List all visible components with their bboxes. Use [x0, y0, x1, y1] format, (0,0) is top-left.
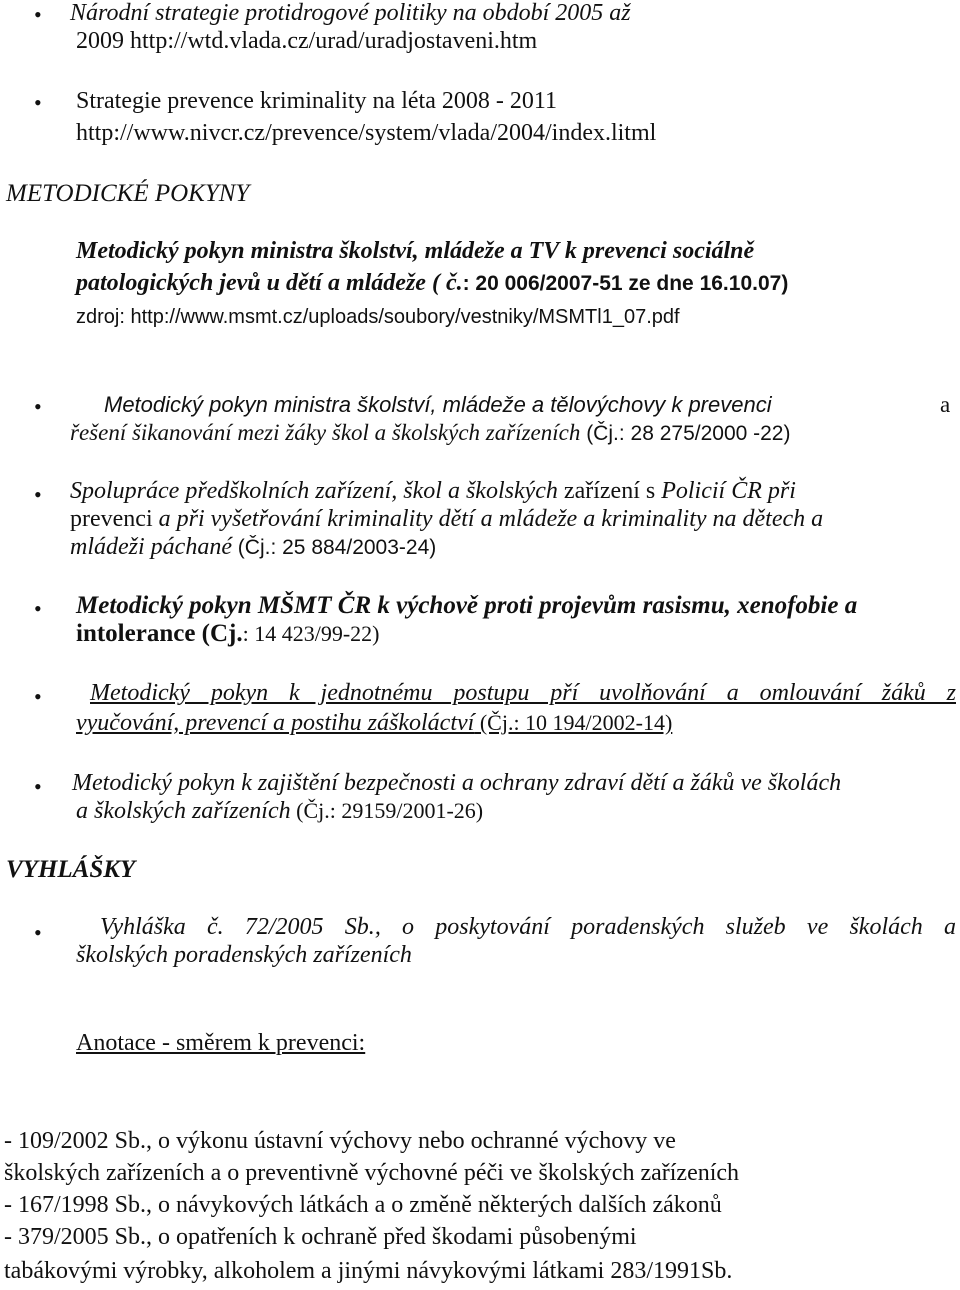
source-label: zdroj: [76, 306, 131, 328]
bullet-marker: • [34, 394, 42, 419]
vyhlaska-ref: Vyhláška č. 72/2005 Sb. [100, 914, 375, 940]
drug-strategy-link[interactable]: http://wtd.vlada.cz/urad/uradjostaveni.htm [130, 28, 538, 54]
bezpecnost-text2: a školských zařízeních [76, 798, 291, 824]
bullet-marker: • [34, 920, 42, 945]
sikana-title-a: Metodický pokyn ministra školství, mládeže a tělovýchovy k prevenci [104, 392, 772, 417]
anotace-line-3: - 167/1998 Sb., o návykových látkách a o změně některých dalších zákonů [4, 1192, 722, 1218]
sikana-a: a [940, 392, 951, 417]
policie-part3: Policií ČR při [661, 478, 796, 504]
crime-strategy-link[interactable]: http://www.nivcr.cz/prevence/system/vlada/2004/index.litml [76, 120, 657, 146]
strategy-drug-line1: Národní strategie protidrogové politiky na období 2005 až [70, 0, 631, 26]
sikana-ref: (Čj.: 28 275/2000 -22) [580, 422, 791, 445]
rasismus-ref: : 14 423/99-22) [242, 621, 380, 646]
heading-vyhlasky: VYHLÁŠKY [6, 856, 136, 883]
anotace-line-4: - 379/2005 Sb., o opatřeních k ochraně před škodami působenými [4, 1224, 637, 1250]
policie-ref: (Čj.: 25 884/2003-24) [231, 536, 437, 559]
zaskolactvi-line2 [76, 710, 672, 737]
sikana-line2 [70, 420, 790, 446]
policie-part1: Spolupráce předškolních zařízení, škol a školských [70, 478, 558, 504]
msmt-pdf-link[interactable]: http://www.msmt.cz/uploads/soubory/vestniky/MSMTl1_07.pdf [130, 306, 680, 328]
vyhlaska-line1 [100, 914, 956, 941]
zaskolactvi-text1: Metodický pokyn k jednotnému postupu pří uvolňování a omlouvání žáků z [90, 680, 956, 706]
bullet-marker: • [34, 90, 42, 115]
pokyn1-line1: Metodický pokyn ministra školství, mládeže a TV k prevenci sociálně [76, 238, 755, 264]
bezpecnost-line1: Metodický pokyn k zajištění bezpečnosti a ochrany zdraví dětí a žáků ve školách [72, 770, 842, 796]
vyhlaska-text1 [100, 914, 956, 941]
zaskolactvi-line1 [90, 680, 956, 707]
pokyn1-ref: : 20 006/2007-51 ze dne 16.10.07) [462, 272, 789, 295]
bullet-marker: • [34, 596, 42, 621]
pokyn1-source [76, 306, 680, 329]
zaskolactvi-ref: (Čj.: 10 194/2002-14) [474, 710, 673, 735]
zaskolactvi-text2: vyučování, prevencí a postihu záškoláctví [76, 710, 475, 736]
policie-part5: a při vyšetřování kriminality dětí a mládeže a kriminality na dětech a [158, 506, 824, 532]
bullet-marker: • [34, 2, 42, 27]
sikana-line1 [104, 392, 772, 418]
bezpecnost-ref: (Čj.: 29159/2001-26) [290, 798, 484, 823]
vyhlaska-line2: školských poradenských zařízeních [76, 942, 412, 968]
policie-line1 [70, 478, 796, 505]
bullet-marker: • [34, 482, 42, 507]
vyhlaska-title: , o poskytování poradenských služeb ve školách a [374, 914, 957, 940]
anotace-line-1: - 109/2002 Sb., o výkonu ústavní výchovy nebo ochranné výchovy ve [4, 1128, 676, 1154]
heading-metodicke-pokyny: METODICKÉ POKYNY [6, 180, 250, 207]
policie-part2: zařízení s [557, 478, 662, 504]
policie-line2 [70, 506, 823, 533]
policie-part6: mládeži páchané [70, 534, 232, 560]
heading-anotace: Anotace - směrem k prevenci: [76, 1030, 366, 1056]
rasismus-bold: intolerance (Cj. [76, 620, 243, 647]
bullet-marker: • [34, 684, 42, 709]
strategy-drug-line2 [76, 28, 537, 55]
anotace-line-5: tabákovými výrobky, alkoholem a jinými návykovými látkami 283/1991Sb. [4, 1258, 733, 1284]
bullet-marker: • [34, 774, 42, 799]
policie-line3 [70, 534, 436, 561]
rasismus-line2 [76, 620, 380, 648]
anotace-line-2: školských zařízeních a o preventivně výchovné péči ve školských zařízeních [4, 1160, 740, 1186]
pokyn1-title-part: patologických jevů u dětí a mládeže ( č. [76, 270, 463, 296]
rasismus-line1: Metodický pokyn MŠMT ČR k výchově proti projevům rasismu, xenofobie a [76, 592, 858, 619]
pokyn1-line2 [76, 270, 788, 297]
sikana-title-b: řešení šikanování mezi žáky škol a školských zařízeních [70, 420, 581, 445]
policie-part4: prevenci [70, 506, 159, 532]
strategy-crime-line1: Strategie prevence kriminality na léta 2008 - 2011 [76, 88, 557, 114]
year-text: 2009 [76, 28, 130, 54]
bezpecnost-line2 [76, 798, 483, 825]
